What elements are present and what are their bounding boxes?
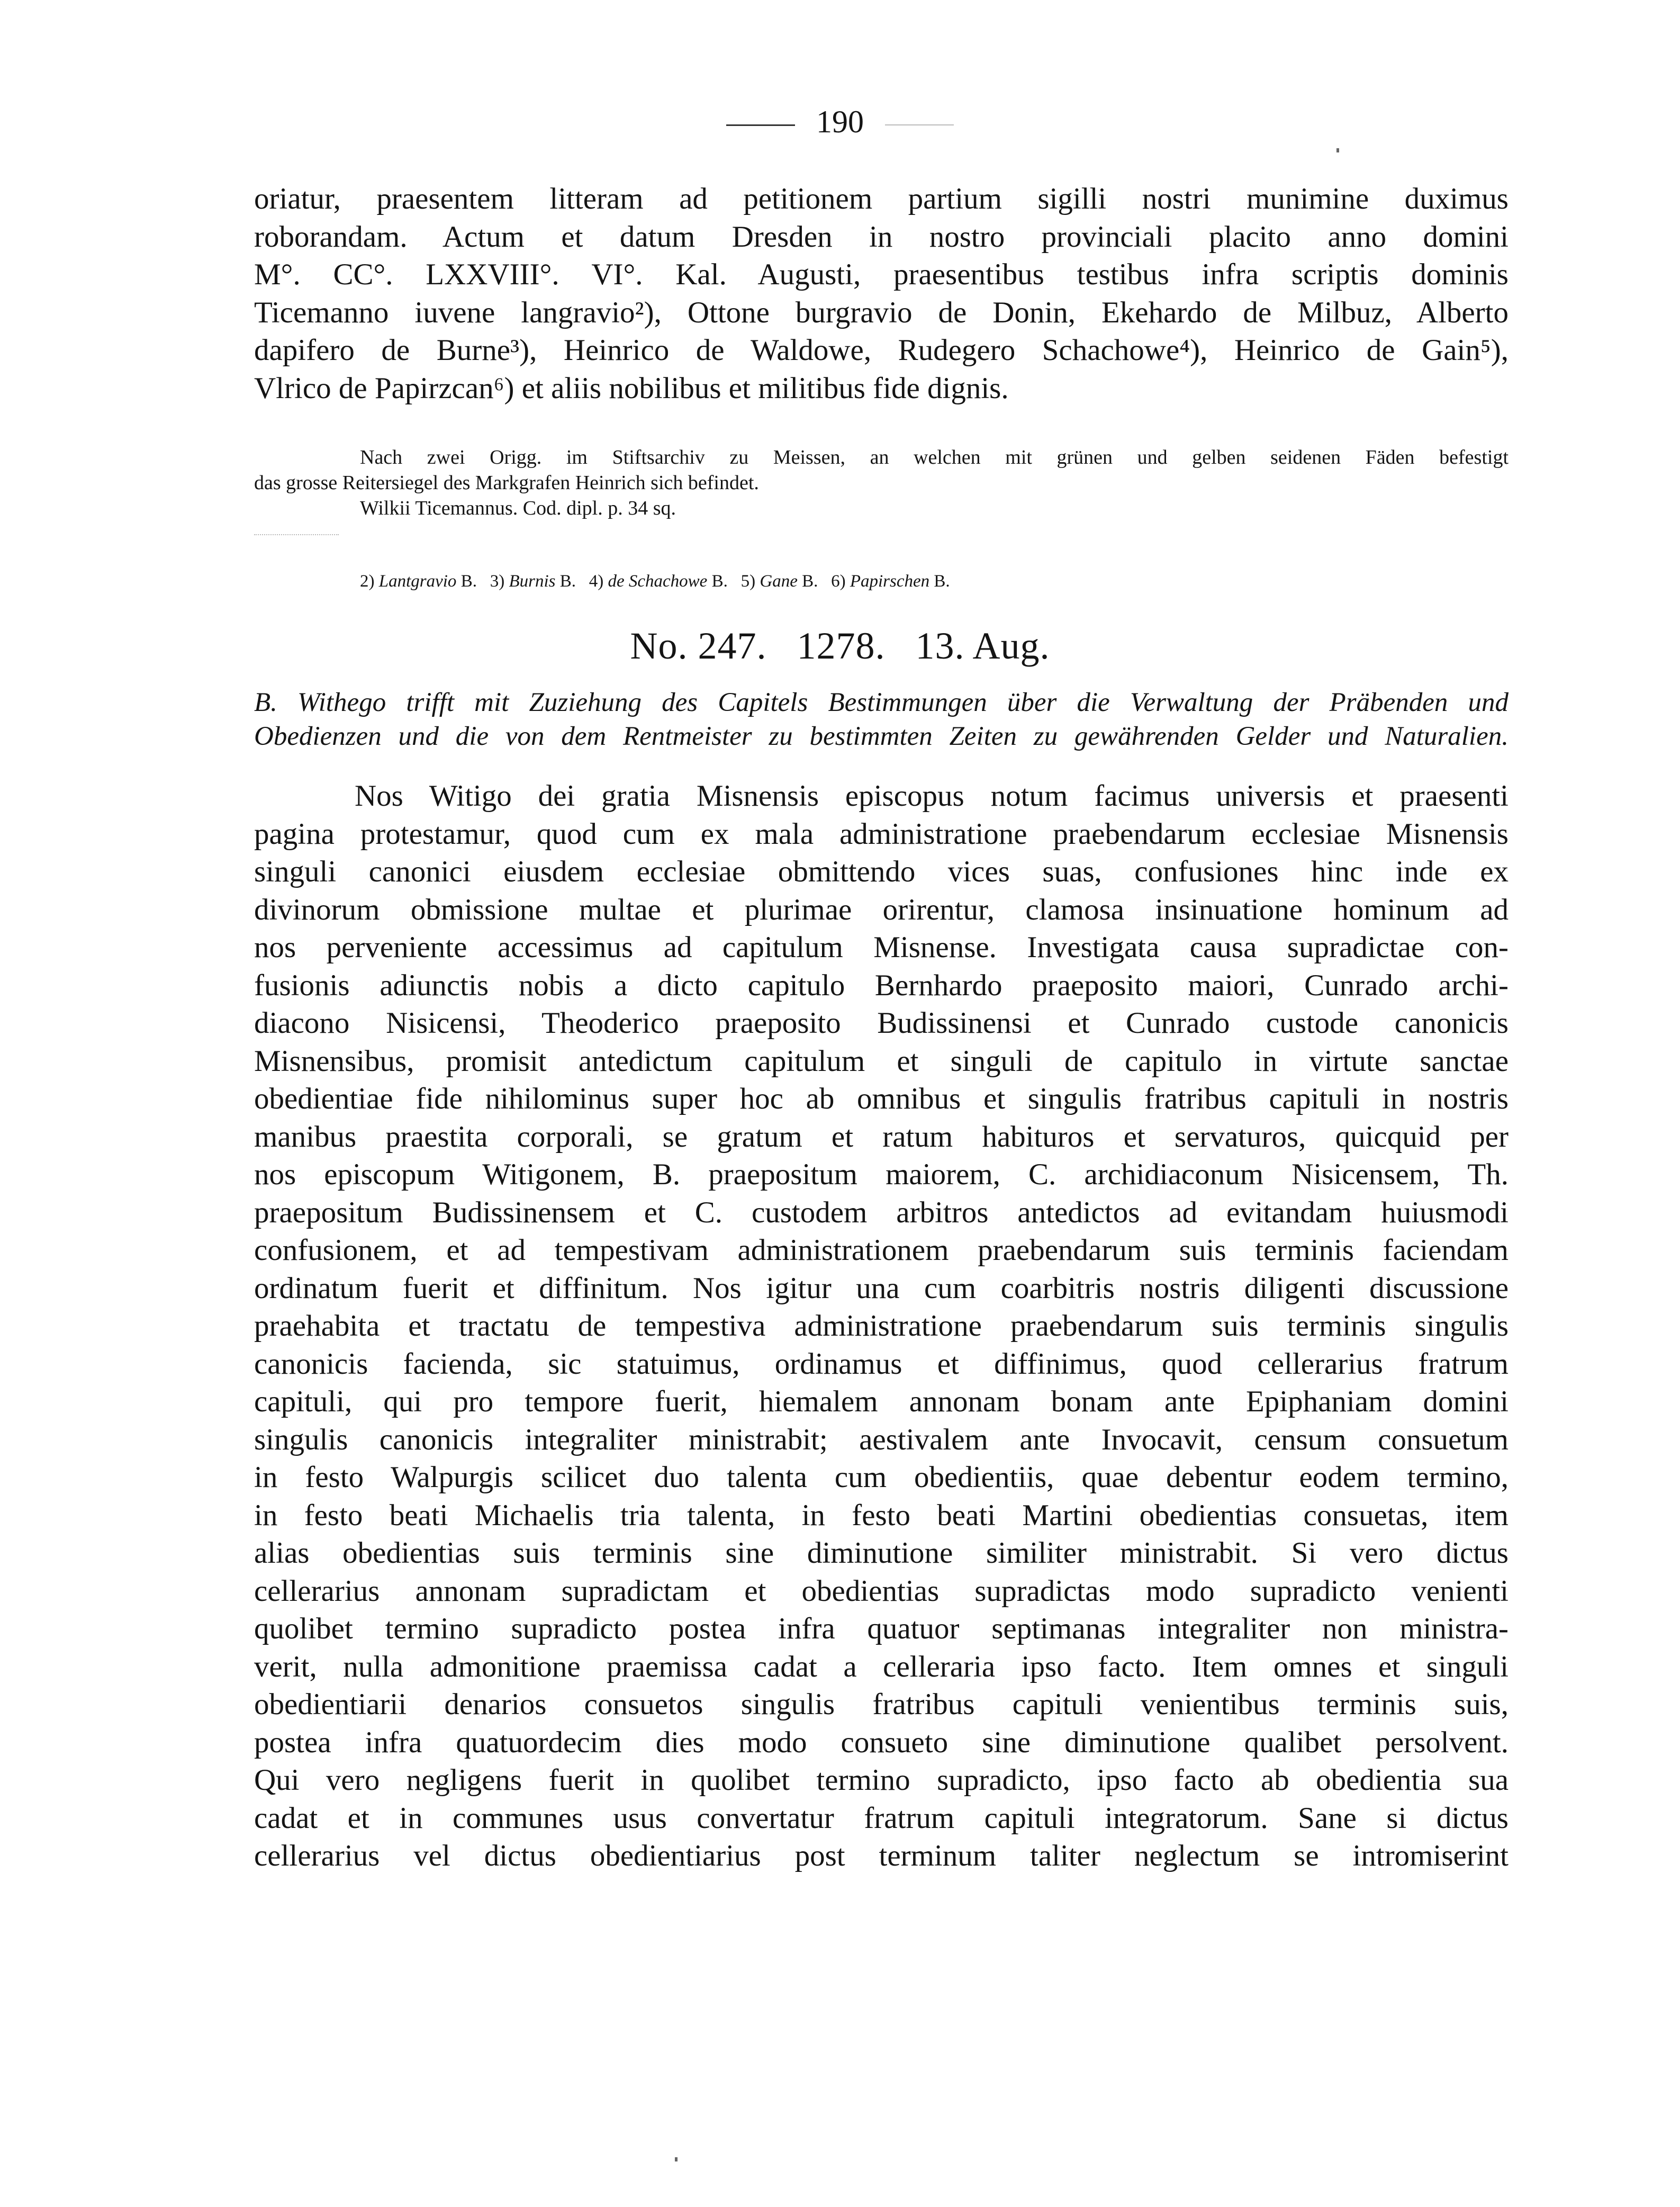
text-line: verit, nulla admonitione praemissa cadat a celleraria ipso facto. Item omnes et singuli	[254, 1650, 1509, 1683]
scan-speck	[1336, 148, 1339, 152]
text-line: obedientiae fide nihilominus super hoc ab omnibus et singulis fratribus capituli in nostris	[254, 1082, 1509, 1115]
page-header	[0, 103, 1680, 140]
footnote-separator	[254, 534, 339, 535]
text-line: confusionem, et ad tempestivam administrationem praebendarum suis terminis faciendam	[254, 1233, 1509, 1267]
scan-speck	[675, 2157, 678, 2161]
text-line: manibus praestita corporali, se gratum et ratum habituros et servaturos, quicquid per	[254, 1120, 1509, 1154]
text-line: diacono Nisicensi, Theoderico praeposito Budissinensi et Cunrado custode canonicis	[254, 1006, 1509, 1040]
source-line: Nach zwei Origg. im Stiftsarchiv zu Meissen, an welchen mit grünen und gelben seidenen Fäden befestigt	[360, 446, 1509, 469]
charter-text	[254, 777, 1509, 1875]
text-line: praepositum Budissinensem et C. custodem arbitros antedictos ad evitandam huiusmodi	[254, 1195, 1509, 1229]
text-line: Nos Witigo dei gratia Misnensis episcopus notum facimus universis et praesenti	[355, 779, 1509, 813]
footnote: 5) Gane B.	[740, 572, 818, 591]
text-line: singuli canonici eiusdem ecclesiae obmittendo vices suas, confusiones hinc inde ex	[254, 855, 1509, 888]
text-line: roborandam. Actum et datum Dresden in nostro provinciali placito anno domini	[254, 220, 1509, 254]
footnote: 3) Burnis B.	[490, 572, 576, 591]
text-line: alias obedientias suis terminis sine diminutione similiter ministrabit. Si vero dictus	[254, 1536, 1509, 1570]
regest-line: B. Withego trifft mit Zuziehung des Capitels Bestimmungen über die Verwaltung der Präbenden und	[254, 688, 1509, 717]
text-line: Ticemanno iuvene langravio²), Ottone burgravio de Donin, Ekehardo de Milbuz, Alberto	[254, 295, 1509, 329]
text-line: capituli, qui pro tempore fuerit, hiemalem annonam bonam ante Epiphaniam domini	[254, 1385, 1509, 1418]
text-line: nos perveniente accessimus ad capitulum Misnense. Investigata causa supradictae con-	[254, 931, 1509, 964]
regest	[254, 686, 1509, 753]
header-rule-right	[885, 124, 954, 125]
document-title: No. 247. 1278. 13. Aug.	[630, 625, 1050, 667]
regest-line: Obedienzen und die von dem Rentmeister zu bestimmten Zeiten zu gewährenden Gelder und Naturalien.	[254, 722, 1509, 751]
text-line: Qui vero negligens fuerit in quolibet termino supradicto, ipso facto ab obedientia sua	[254, 1763, 1509, 1797]
footnotes	[254, 571, 1614, 592]
text-line: ordinatum fuerit et diffinitum. Nos igitur una cum coarbitris nostris diligenti discussione	[254, 1271, 1509, 1305]
page-number: 190	[816, 104, 864, 139]
text-line: divinorum obmissione multae et plurimae orirentur, clamosa insinuatione hominum ad	[254, 893, 1509, 926]
footnote: 6) Papirschen B.	[831, 572, 950, 591]
text-line: Vlrico de Papirzcan⁶) et aliis nobilibus et militibus fide dignis.	[254, 371, 1009, 405]
text-line: oriatur, praesentem litteram ad petitionem partium sigilli nostri munimine duximus	[254, 182, 1509, 215]
source-note	[254, 445, 1509, 521]
text-line: nos episcopum Witigonem, B. praepositum maiorem, C. archidiaconum Nisicensem, Th.	[254, 1158, 1509, 1191]
text-line: fusionis adiunctis nobis a dicto capitulo Bernhardo praeposito maiori, Cunrado archi-	[254, 968, 1509, 1002]
source-line: das grosse Reitersiegel des Markgrafen Heinrich sich befindet.	[254, 472, 759, 494]
text-line: singulis canonicis integraliter ministrabit; aestivalem ante Invocavit, censum consuetum	[254, 1422, 1509, 1456]
continuation-text	[254, 180, 1509, 407]
text-line: obedientiarii denarios consuetos singulis fratribus capituli venientibus terminis suis,	[254, 1688, 1509, 1721]
text-line: canonicis facienda, sic statuimus, ordinamus et diffinimus, quod cellerarius fratrum	[254, 1347, 1509, 1381]
source-line: Wilkii Ticemannus. Cod. dipl. p. 34 sq.	[360, 497, 676, 519]
text-line: cadat et in communes usus convertatur fratrum capituli integratorum. Sane si dictus	[254, 1801, 1509, 1835]
text-line: postea infra quatuordecim dies modo consueto sine diminutione qualibet persolvent.	[254, 1725, 1509, 1759]
text-line: praehabita et tractatu de tempestiva administratione praebendarum suis terminis singulis	[254, 1309, 1509, 1343]
footnote: 4) de Schachowe B.	[589, 572, 728, 591]
text-line: in festo beati Michaelis tria talenta, in festo beati Martini obedientias consuetas, item	[254, 1498, 1509, 1532]
header-rule-left	[726, 124, 795, 126]
text-line: in festo Walpurgis scilicet duo talenta cum obedientiis, quae debentur eodem termino,	[254, 1461, 1509, 1494]
text-line: dapifero de Burne³), Heinrico de Waldowe, Rudegero Schachowe⁴), Heinrico de Gain⁵),	[254, 334, 1509, 367]
text-line: M°. CC°. LXXVIII°. VI°. Kal. Augusti, praesentibus testibus infra scriptis dominis	[254, 258, 1509, 291]
footnote: 2) Lantgravio B.	[360, 572, 477, 591]
text-line: quolibet termino supradicto postea infra quatuor septimanas integraliter non ministra-	[254, 1612, 1509, 1645]
text-line: Misnensibus, promisit antedictum capitulum et singuli de capitulo in virtute sanctae	[254, 1044, 1509, 1078]
text-line: cellerarius vel dictus obedientiarius post terminum taliter neglectum se intromiserint	[254, 1839, 1509, 1872]
text-line: pagina protestamur, quod cum ex mala administratione praebendarum ecclesiae Misnensis	[254, 817, 1509, 851]
text-line: cellerarius annonam supradictam et obedientias supradictas modo supradicto venienti	[254, 1574, 1509, 1608]
